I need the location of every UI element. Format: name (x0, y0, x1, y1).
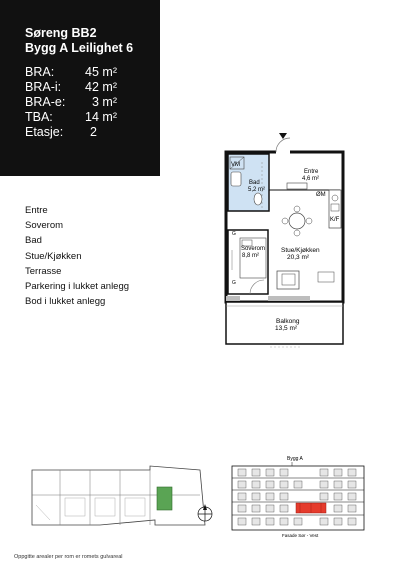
spec-value-bra-e: 3 m² (92, 95, 117, 109)
room-list-item: Bod i lukket anlegg (25, 296, 106, 308)
om-label: ØM (316, 192, 326, 198)
project-title: Søreng BB2 (25, 26, 97, 40)
soverom-name: Soverom (241, 246, 266, 252)
stue-area: 20,3 m² (287, 254, 310, 261)
g-label: G (232, 280, 236, 286)
spec-label-bra-e: BRA-e: (25, 95, 66, 109)
balkong-name: Balkong (276, 318, 300, 325)
spec-value-bra: 45 m² (85, 65, 117, 79)
bad-name: Bad (249, 180, 260, 186)
room-list-item: Bad (25, 235, 42, 247)
stue-name: Stue/Kjøkken (281, 247, 320, 254)
spec-label-tba: TBA: (25, 110, 53, 124)
entre-name: Entre (304, 169, 319, 175)
facade-top-label: Bygg A (287, 456, 303, 462)
footnote: Oppgitte arealer per rom er romets gulvareal (14, 554, 123, 560)
soverom-area: 8,8 m² (242, 253, 260, 259)
spec-value-bra-i: 42 m² (85, 80, 117, 94)
unit-title: Bygg A Leilighet 6 (25, 41, 134, 55)
g-label: G (232, 231, 236, 237)
balkong-area: 13,5 m² (275, 325, 298, 332)
room-list-item: Stue/Kjøkken (25, 250, 82, 262)
spec-label-etasje: Etasje: (25, 125, 64, 139)
entre-area: 4,6 m² (302, 176, 320, 182)
facade-bottom-label: Fasade Sør - Vest (282, 533, 319, 538)
room-list-item: Parkering i lukket anlegg (25, 281, 130, 293)
spec-value-tba: 14 m² (85, 110, 117, 124)
room-list-item: Entre (25, 205, 48, 216)
room-list-item: Soverom (25, 220, 64, 232)
spec-label-bra: BRA: (25, 65, 55, 79)
spec-label-bra-i: BRA-i: (25, 80, 62, 94)
room-list-item: Terrasse (25, 265, 62, 277)
spec-value-etasje: 2 (90, 125, 97, 139)
vm-label: VM (231, 162, 240, 168)
kf-label: K/F (330, 217, 340, 223)
bad-area: 5,2 m² (248, 187, 266, 193)
